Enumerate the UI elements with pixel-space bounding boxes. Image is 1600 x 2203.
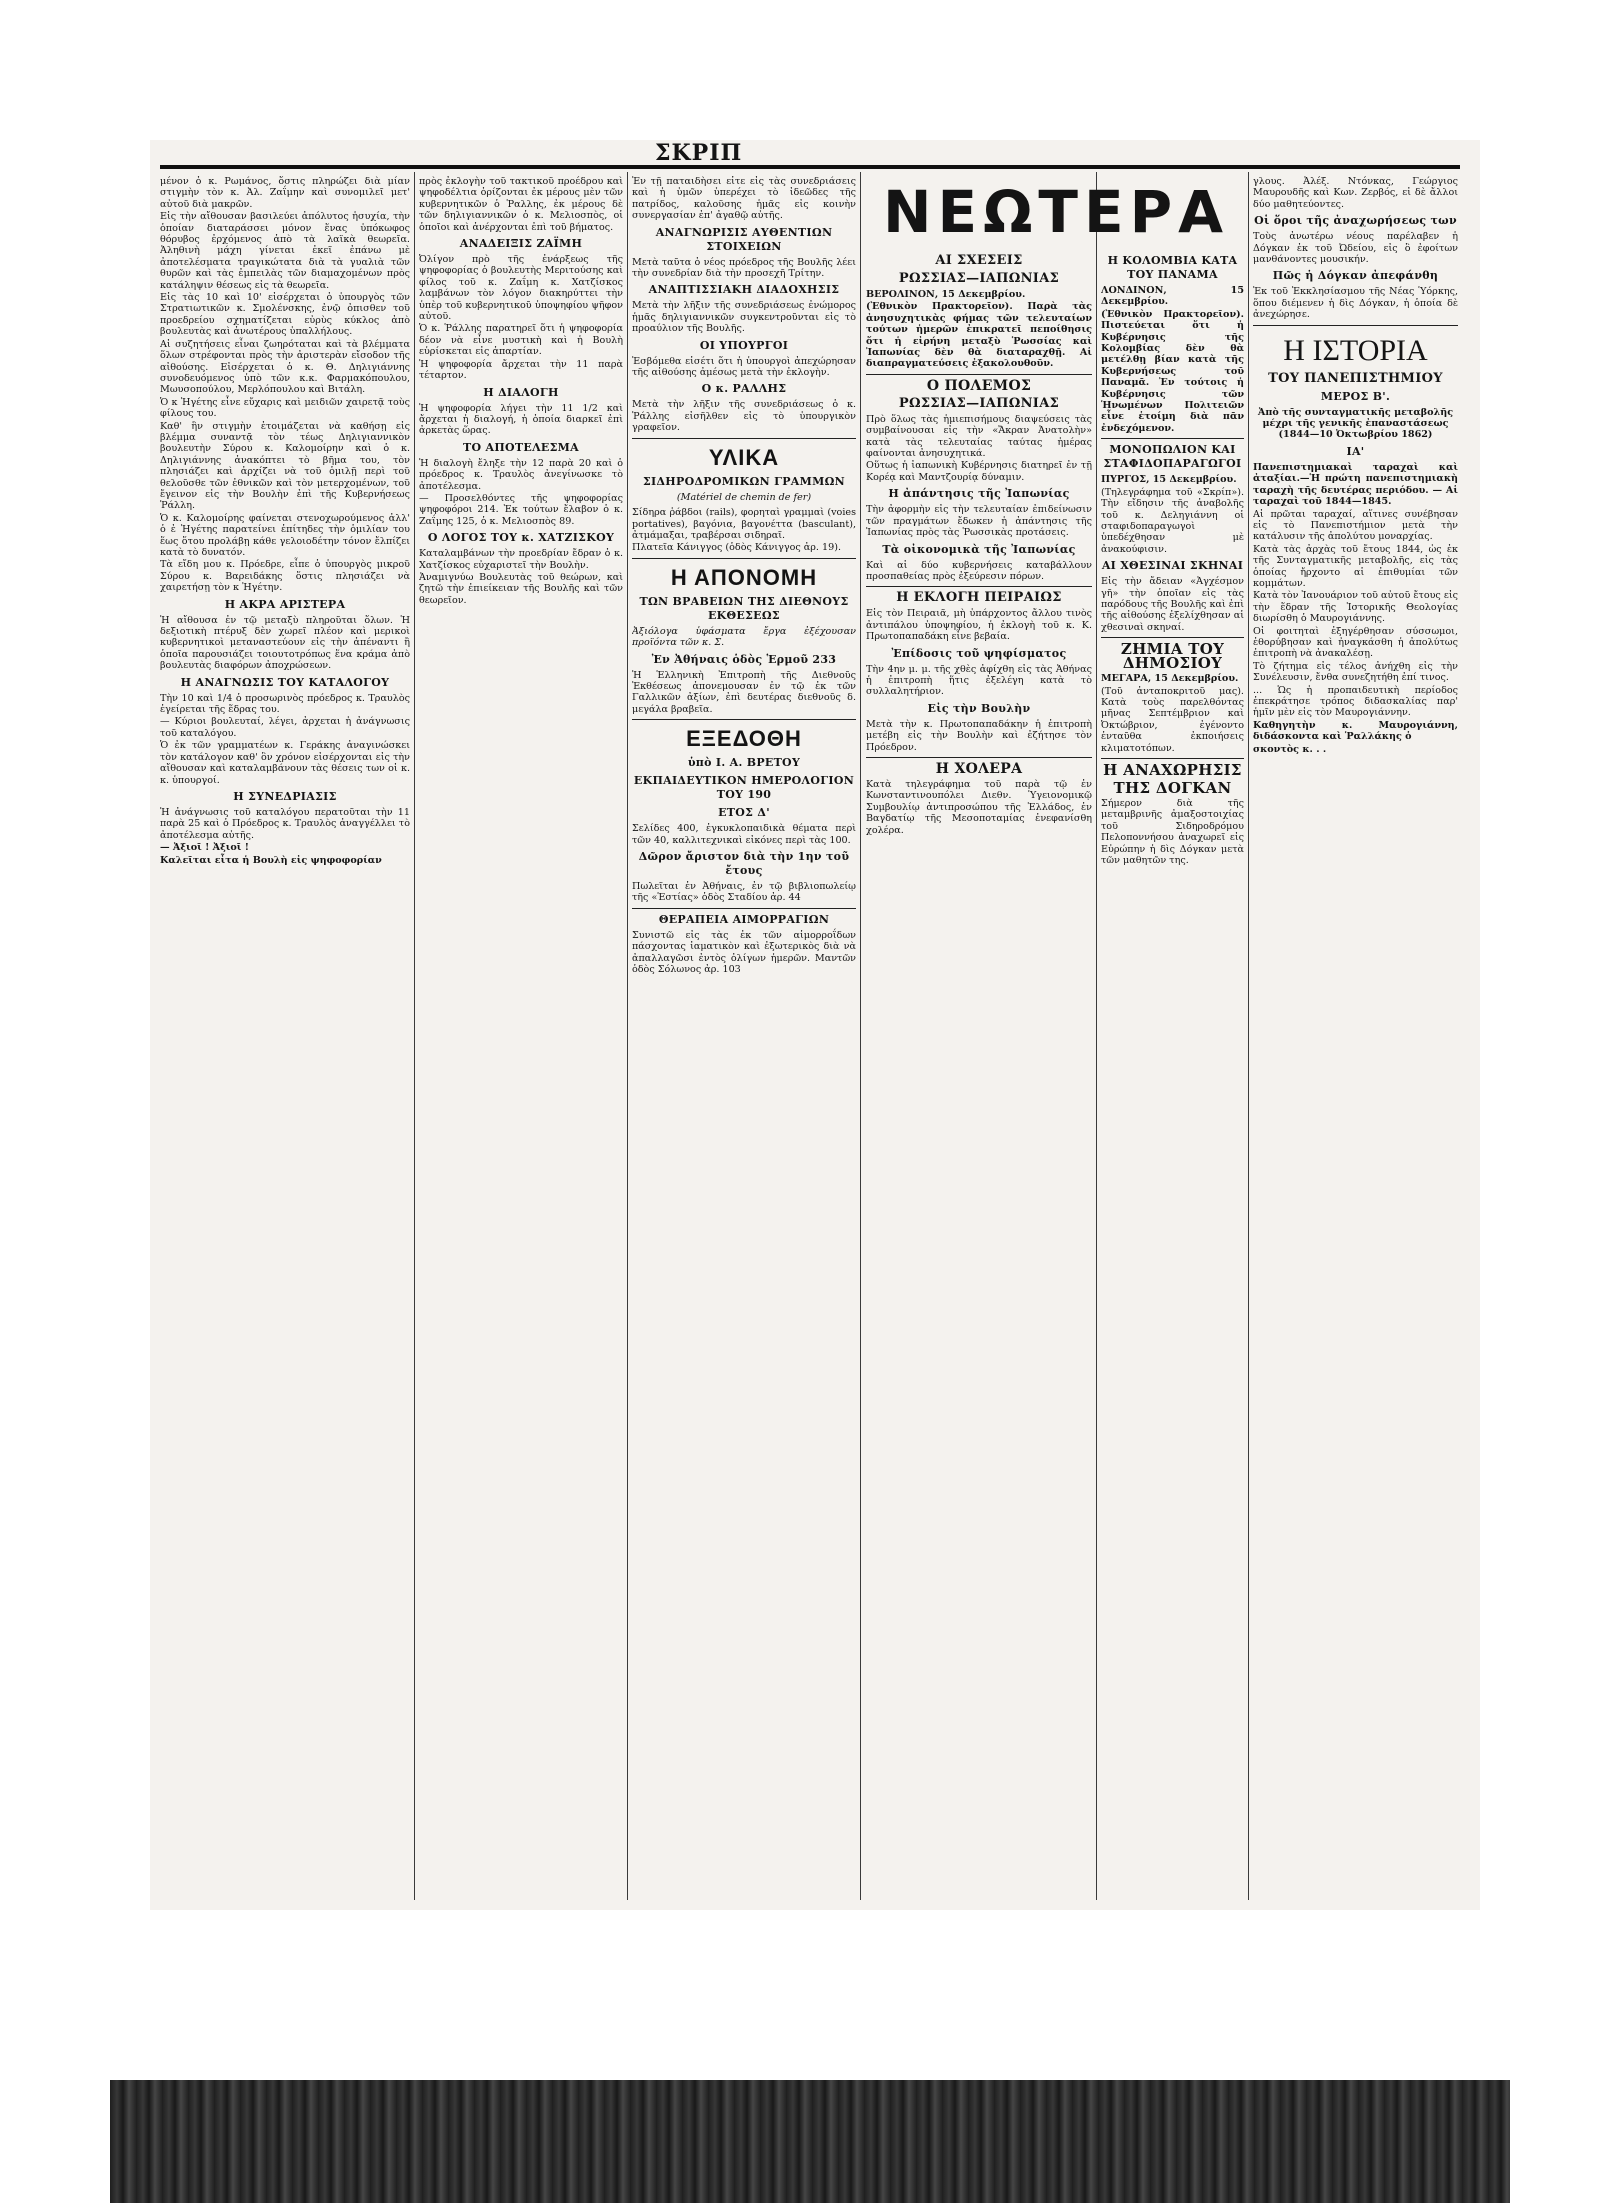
paragraph: Τὴν 10 καὶ 1/4 ὁ προσωρινὸς πρόεδρος κ. Τραυλὸς ἐγείρεται τῆς ἕδρας του. [160, 692, 410, 716]
divider [632, 438, 856, 439]
ad-subtitle: ΤΩΝ ΒΡΑΒΕΙΩΝ ΤΗΣ ΔΙΕΘΝΟΥΣ ΕΚΘΕΣΕΩΣ [639, 594, 849, 622]
paragraph: — Προσελθόντες τῆς ψηφοφορίας ψηφοφόροι 214. Ἐκ τούτων ἔλαβον ὁ κ. Ζαΐμης 125, ὁ κ. Μελιοσπὸς 89. [419, 492, 623, 527]
paragraph: Ἡ διαλογὴ ἔληξε τὴν 12 παρὰ 20 καὶ ὁ πρόεδρος κ. Τραυλὸς ἀνεγίνωσκε τὸ ἀποτέλεσμα. [419, 457, 623, 492]
section-heading: Οἱ ὅροι τῆς ἀναχωρήσεως των [1254, 214, 1457, 228]
paragraph: Ἡ αἴθουσα ἐν τῷ μεταξὺ πληροῦται ὅλων. Ἡ δεξιοτικὴ πτέρυξ δὲν χωρεῖ πλέον καὶ μερικοὶ κυβερνητικοὶ μεταναστεύουν εἰς τὴν ἀπέναντι ἢ ὁποῖα παρουσιάζει τοιουτοτρόπως ἕνα κράμα ἀπὸ βουλευτὰς διαφόρων ἀποχρώσεων. [160, 614, 410, 672]
paragraph: Μετὰ τὴν λῆξιν τῆς συνεδριάσεως ἐνώμορος ἡμᾶς δηλιγιαννικῶν συγκεντροῦνται εἰς τὸ προαύλιον τῆς Βουλῆς. [632, 300, 856, 335]
ad-title: Η ΑΠΟΝΟΜΗ [670, 564, 818, 590]
paragraph: Ἐκ τοῦ Ἐκκλησίασμου τῆς Νέας Ὑόρκης, ὅπου διέμενεν ἡ δὶς Δόγκαν, ἡ ὁποία δὲ ἀνεχώρησε. [1253, 286, 1458, 321]
section-heading: ΑΙ ΣΧΕΣΕΙΣ [935, 253, 1023, 268]
section-heading: Τὰ οἰκονομικὰ τῆς Ἰαπωνίας [882, 542, 1076, 556]
section-heading: ΑΝΑΠΤΙΣΣΙΑΚΗ ΔΙΑΔΟΧΗΣΙΣ [648, 283, 840, 297]
divider [1101, 438, 1244, 439]
ad-title: ΥΛΙΚΑ [708, 444, 780, 470]
ad-subtitle: ΣΙΔΗΡΟΔΡΟΜΙΚΩΝ ΓΡΑΜΜΩΝ [642, 474, 846, 488]
section-heading: ΟΙ ΥΠΟΥΡΓΟΙ [699, 338, 789, 352]
paragraph: Ἐν τῇ παταιδὴσει εἶτε εἰς τὰς συνεδριάσεις καὶ ἡ ὑμῶν ὑπερέχει τὸ ἰδεῶδες τῆς πατρίδος, καλοῦσης ἡμᾶς εἰς κοινὴν συνεργασίαν ἐπ' ἀγαθῷ αὐτῆς. [632, 176, 856, 222]
scan-edge-texture [110, 2080, 1510, 2203]
section-banner: ΝΕΩΤΕΡΑ [882, 178, 1230, 246]
paragraph: Ὁ κ Ἠγέτης εἶνε εὔχαρις καὶ μειδιῶν χαιρετᾷ τοὺς φίλους του. [160, 396, 410, 420]
section-heading: Ο κ. ΡΑΛΛΗΣ [701, 382, 787, 396]
paragraph: Μετὰ τὴν λῆξιν τῆς συνεδριάσεως ὁ κ. Ῥάλλης εἰσῆλθεν εἰς τὸ ὑπουργικὸν γραφεῖον. [632, 399, 856, 434]
paragraph: Πρὸ ὅλως τὰς ἡμιεπισήμους διαψεύσεις τὰς συμβαίνουσαι εἰς τὴν «Ἄκραν Ἀνατολὴν» κατὰ τὰς τελευταίας ταύτας ἡμέρας φαίνονται ἀνησυχητικά. [866, 413, 1092, 460]
paragraph: Ὁ κ. Καλομοίρης φαίνεται στενοχωρούμενος ἀλλ' ὁ ἐ Ἠγέτης παρατείνει ἐπίτηδες τὴν ὁμιλίαν του ἕως ὅτου προλάβῃ κάθε γελοιοδέτην τόνον ἔλπίζει κατὰ τὸ δυνατόν. [160, 512, 410, 558]
dateline: ΜΕΓΑΡΑ, 15 Δεκεμβρίου. [1101, 673, 1239, 685]
column-rule [860, 172, 861, 1900]
paragraph: Κατὰ τὰς ἀρχὰς τοῦ ἔτους 1844, ὡς ἐκ τῆς Συνταγματικῆς μεταβολῆς, εἰς τὰς ὁποίας ἤρχοντο αἱ ἐπιθυμίαι τῶν κομμάτων. [1253, 543, 1458, 589]
ad-subtitle: ὑπὸ Ι. Α. ΒΡΕΤΟΥ [687, 756, 801, 770]
paragraph: — Ἀξιοῖ ! Ἀξιοῖ ! [160, 842, 249, 854]
column-6 [1253, 176, 1458, 1900]
paragraph: Ἐσβόμεθα εἰσέτι ὅτι ἡ ὑπουργοὶ ἀπεχώρησαν τῆς αἰθούσης ἀμέσως μετὰ τὴν ἐκλογὴν. [632, 355, 856, 379]
paragraph: Τοὺς ἀνωτέρω νέους παρέλαβεν ἡ Δόγκαν ἐκ τοῦ Ὠδείου, εἰς ὃ ἐφοίτων μανθάνοντες μουσικήν. [1253, 231, 1458, 266]
paragraph: Τὰ εἴδη μου κ. Πρόεδρε, εἶπε ὁ ὑπουργὸς μικροῦ Σύρου κ. Βαρειδάκης ὅστις πλησιάζει νὰ χαιρετήσῃ τὸν κ Ἠγέτην. [160, 559, 410, 594]
divider [632, 558, 856, 559]
column-rule [414, 172, 415, 1900]
divider [866, 586, 1092, 587]
paragraph: Οἱ φοιτηταὶ ἐξηγέρθησαν σύσσωμοι, ἐθορύβησαν καὶ ἠναγκάσθη ἡ ἀπολύτως ἐπιτροπὴ νὰ ἀνακαλέσῃ. [1253, 625, 1458, 660]
section-heading: ΜΟΝΟΠΩΛΙΟΝ ΚΑΙ ΣΤΑΦΙΔΟΠΑΡΑΓΩΓΟΙ [1103, 443, 1242, 471]
ad-address: Ἐν Ἀθήναις ὁδὸς Ἑρμοῦ 233 [651, 652, 837, 666]
paragraph: Μετὰ ταῦτα ὁ νέος πρόεδρος τῆς Βουλῆς λέει τὴν συνεδρίαν διὰ τὴν προσεχῆ Τρίτην. [632, 256, 856, 280]
paragraph: Ἀναμιγνύω Βουλευτὰς τοῦ θεώρων, καὶ ζητῶ τὴν ἐπιείκειαν τῆς Βουλῆς καὶ τῶν θεωρεῖον. [419, 571, 623, 606]
column-5 [1101, 250, 1244, 1900]
paragraph: Τὸ ζήτημα εἰς τέλος ἀνήχθη εἰς τὴν Συνέλευσιν, ἔνθα συνεζητήθη ἐπί τινος. [1253, 660, 1458, 684]
divider [1101, 637, 1244, 638]
dateline: ΛΟΝΔΙΝΟΝ, 15 Δεκεμβρίου. [1101, 285, 1244, 308]
section-heading: Η ΑΝΑΧΩΡΗΣΙΣ [1103, 761, 1242, 779]
column-3 [632, 176, 856, 1900]
section-heading: Η ΚΟΛΟΜΒΙΑ ΚΑΤΑ ΤΟΥ ΠΑΝΑΜΑ [1107, 254, 1238, 281]
paragraph: Καθ' ἣν στιγμὴν ἑτοιμάζεται νὰ καθήσῃ εἰς βλέμμα συναντᾷ τὸν τέως Δηλιγιαννικὸν βουλευτὴν Σύρου κ. Καλομοίρην καὶ ὁ κ. Δηλιγιάννης ἀνακόπτει τὸ βῆμα του, τὸν πλησιάζει καὶ ἀρχίζει νὰ τοῦ ὁμιλῇ περὶ τοῦ θελοῦσθε τῶν ἐθνικῶν καὶ τὸν μετερχομένων, τοῦ ἔγεινον εἰς τὴν Βουλὴν ἐπὶ τῆς Κυβερνήσεως Ῥάλλη. [160, 420, 410, 512]
divider [1253, 325, 1458, 326]
paragraph: — Κύριοι βουλευταί, λέγει, ἀρχεται ἡ ἀνάγνωσις τοῦ καταλόγου. [160, 716, 410, 739]
column-rule [1096, 172, 1097, 1900]
feature-title: Η ΙΣΤΟΡΙΑ [1283, 333, 1428, 367]
paragraph: Καθηγητὴν κ. Μαυρογιάννη, διδάσκοντα καὶ Ῥαλλάκης ὁ [1253, 719, 1458, 743]
divider [866, 374, 1092, 375]
section-heading: Η ΕΚΛΟΓΗ ΠΕΙΡΑΙΩΣ [896, 590, 1062, 606]
paragraph: Ὀλίγον πρὸ τῆς ἐνάρξεως τῆς ψηφοφορίας ὁ βουλευτὴς Μεριτούσης καὶ φίλος τοῦ κ. Ζαΐμη κ. Χατζίσκος λαμβάνων τὸν λόγον διακηρύττει τὴν ὑπὲρ τοῦ κυβερνητικοῦ ὑποψηφίου ψῆφον αὐτοῦ. [419, 254, 623, 323]
paragraph: Εἰς τὴν ἄδειαν «Ἀγχέσμον γῆ» τὴν ὁποῖαν εἰς τὰς παρόδους τῆς Βουλῆς καὶ ἐπὶ τῆς αἰθούσης ἐξελίχθησαν αἱ χθεσιναὶ σκηναί. [1101, 576, 1244, 633]
paragraph: Ἡ ψηφοφορία ἄρχεται τὴν 11 παρὰ τέταρτον. [419, 358, 623, 382]
paragraph: Αἱ πρῶται ταραχαί, αἵτινες συνέβησαν εἰς τὸ Πανεπιστήμιον μετὰ τὴν κατάλυσιν τῆς ἀπολύτου μοναρχίας. [1253, 508, 1458, 543]
column-1 [160, 176, 410, 1900]
paragraph: Καταλαμβάνων τὴν προεδρίαν ἔδραν ὁ κ. Χατζίσκος εὐχαριστεῖ τὴν Βουλὴν. [419, 548, 623, 571]
column-4 [866, 250, 1092, 1900]
section-heading: Η ΣΥΝΕΔΡΙΑΣΙΣ [233, 789, 337, 803]
paragraph: Μετὰ τὴν κ. Πρωτοπαπαδάκην ἡ ἐπιτροπὴ μετέβη εἰς τὴν Βουλὴν καὶ ἐζήτησε τὸν Πρόεδρον. [866, 718, 1092, 753]
ad-note: (Matériel de chemin de fer) [676, 491, 812, 503]
paragraph: Καλεῖται εἶτα ἡ Βουλὴ εἰς ψηφοφορίαν [160, 854, 382, 866]
ad-subtitle: ΕΚΠΑΙΔΕΥΤΙΚΟΝ ΗΜΕΡΟΛΟΓΙΟΝ ΤΟΥ 190 [633, 774, 855, 802]
paragraph: Τὴν ἀφορμὴν εἰς τὴν τελευταίαν ἐπιδείνωσιν τῶν πραγμάτων ἔδωκεν ἡ ἀπάντησις τῆς Ἰαπωνίας πρὸς τὰς Ῥωσσικὰς προτάσεις. [866, 504, 1092, 539]
divider [1101, 758, 1244, 759]
column-rule [627, 172, 628, 1900]
section-heading: ΤΗΣ ΔΟΓΚΑΝ [1113, 779, 1232, 797]
paragraph: Ἡ ψηφοφορία λήγει τὴν 11 1/2 καὶ ἄρχεται ἡ διαλογή, ἡ ὁποία διαρκεῖ ἐπὶ ἀρκετὰς ὥρας. [419, 402, 623, 437]
column-rule [1248, 172, 1249, 1900]
paragraph: (Ἐθνικὸν Πρακτορεῖον). Πιστεύεται ὅτι ἡ Κυβέρνησις τῆς Κολομβίας δὲν θὰ μετέλθῃ βίαν κατὰ τῆς Κυβερνήσεως τοῦ Παναμᾶ. Ἐν τούτοις ἡ Κυβέρνησις τῶν Ἡνωμένων Πολιτειῶν εἶνε ἑτοίμη διὰ πᾶν ἐνδεχόμενον. [1101, 308, 1244, 434]
paragraph: Πανεπιστημιακαὶ ταραχαὶ καὶ ἀταξίαι.—Ἡ πρώτη πανεπιστημιακὴ ταραχὴ τῆς δευτέρας περιόδου. — Αἱ ταραχαὶ τοῦ 1844—1845. [1253, 461, 1458, 508]
section-heading: Η ΑΚΡΑ ΑΡΙΣΤΕΡΑ [224, 597, 346, 611]
feature-subtitle: ΤΟΥ ΠΑΝΕΠΙΣΤΗΜΙΟΥ [1268, 370, 1443, 386]
masthead-rule [160, 165, 1460, 169]
paragraph: Οὕτως ἡ ἰαπωνικὴ Κυβέρνησις διατηρεῖ ἐν τῇ Κορέᾳ καὶ Μαντζουρίᾳ δύναμιν. [866, 460, 1092, 483]
paragraph: Τὴν 4ην μ. μ. τῆς χθὲς ἀφίχθη εἰς τὰς Ἀθήνας ἡ ἐπιτροπὴ ἥτις ἐξελέγη κατὰ τὸ συλλαλητήριον. [866, 663, 1092, 698]
paragraph: Κατὰ τηλεγράφημα τοῦ παρὰ τῷ ἐν Κωνσταντινουπόλει Διεθν. Ὑγειονομικῷ Συμβουλίῳ ἀντιπροσώπου τῆς Ἑλλάδος, ἐν Βαγδατίῳ τῆς Μεσοποταμίας ἐνεφανίσθη χολέρα. [866, 778, 1092, 836]
paper-name: ΣΚΡΙΠ [655, 140, 743, 166]
section-heading: ΖΗΜΙΑ ΤΟΥ ΔΗΜΟΣΙΟΥ [1120, 640, 1225, 673]
paragraph: Ἡ Ἑλληνικὴ Ἐπιτροπὴ τῆς Διεθνοῦς Ἐκθέσεως ἀπονεμουσαν ἐν τῷ ἐκ τῶν Γαλλικῶν ἀξίων, ἐπὶ δευτέρας διεθνοῦς δ. μεγάλα βραβεῖα. [632, 669, 856, 715]
paragraph: Εἰς τὰς 10 καὶ 10' εἰσέρχεται ὁ ὑπουργὸς τῶν Στρατιωτικῶν κ. Σμολένσκης, ἐνῷ ὀπισθεν τοῦ προεδρείου σχηματίζεται εὐρὺς κύκλος ἀπὸ βουλευτὰς καὶ ἀνωτέρους ὑπαλλήλους. [160, 292, 410, 338]
section-heading: ΡΩΣΣΙΑΣ—ΙΑΠΩΝΙΑΣ [898, 271, 1060, 286]
paragraph: Σελίδες 400, ἐγκυκλοπαιδικὰ θέματα περὶ τῶν 40, καλλιτεχνικαὶ εἰκόνες περὶ τὰς 100. [632, 823, 856, 846]
dateline: ΒΕΡΟΛΙΝΟΝ, 15 Δεκεμβρίου. [866, 289, 1026, 300]
dateline: ΠΥΡΓΟΣ, 15 Δεκεμβρίου. [1101, 474, 1237, 486]
divider [632, 719, 856, 720]
paragraph: Καὶ αἱ δύο κυβερνήσεις καταβάλλουν προσπαθείας πρὸς ἐξεύρεσιν πόρων. [866, 559, 1092, 582]
section-heading: ΑΝΑΓΝΩΡΙΣΙΣ ΑΥΘΕΝΤΙΩΝ ΣΤΟΙΧΕΙΩΝ [655, 225, 833, 253]
section-heading: Η ΧΟΛΕΡΑ [935, 760, 1023, 777]
paragraph: Ὁ ἐκ τῶν γραμματέων κ. Γεράκης ἀναγινώσκει τὸν κατάλογον καθ' ὃν χρόνον εἰσέρχονται εἰς τὴν αἴθουσαν καὶ καταλαμβάνουν τὰς θέσεις των οἱ κ. κ. ὑπουργοί. [160, 740, 410, 786]
column-2 [419, 176, 623, 1900]
section-heading: Ο ΠΟΛΕΜΟΣ [926, 377, 1032, 394]
paragraph: Συνιστῶ εἰς τὰς ἐκ τῶν αἱμορροΐδων πάσχοντας ἰαματικὸν καὶ ἐξωτερικὸς διὰ νὰ ἀπαλλαγῶσι ἐντὸς ὀλίγων ἡμερῶν. Μαντῶν ὁδὸς Σόλωνος ἀρ. 103 [632, 929, 856, 975]
section-heading: Ο ΛΟΓΟΣ ΤΟΥ κ. ΧΑΤΖΙΣΚΟΥ [427, 531, 615, 545]
feature-part: ΜΕΡΟΣ Β'. [1320, 389, 1391, 403]
section-heading: ΤΟ ΑΠΟΤΕΛΕΣΜΑ [463, 440, 579, 454]
section-heading: ΑΝΑΔΕΙΞΙΣ ΖΑΪΜΗ [459, 237, 583, 251]
paragraph: Εἰς τὸν Πειραιᾶ, μὴ ὑπάρχοντος ἄλλου τινὸς ἀντιπάλου ὑποψηφίου, ἡ ἐκλογὴ τοῦ κ. Κ. Πρωτοπαπαδάκη εἶνε βεβαία. [866, 608, 1092, 643]
divider [866, 757, 1092, 758]
section-heading: ΑΙ ΧΘΕΣΙΝΑΙ ΣΚΗΝΑΙ [1101, 559, 1244, 573]
section-heading: Η ἀπάντησις τῆς Ἰαπωνίας [888, 487, 1070, 501]
section-heading: Πῶς ἡ Δόγκαν ἀπεφάνθη [1272, 269, 1439, 283]
ad-year: ΕΤΟΣ Δ' [718, 806, 770, 820]
paragraph: Εἰς τὴν αἴθουσαν βασιλεύει ἀπόλυτος ἡσυχία, τὴν ὁποίαν διαταράσσει μόνον ἕνας ὑπόκωφος θόρυβος ἐρχόμενος ἀπὸ τὰ λαϊκὰ θεωρεῖα. Ἀληθινὴ μάχη γίνεται ἐκεῖ ἐπάνω μὲ ἀποτελέσματα τραγικώτατα διὰ τὰ γυαλιὰ τῶν θυρῶν καὶ τὰς ἐμπειλὰς τῶν διαμαχομένων πρὸς κατάληψιν θέσεως εἰς τὰ θεωρεῖα. [160, 211, 410, 291]
paragraph: Πωλεῖται ἐν Ἀθήναις, ἐν τῷ βιβλιοπωλείῳ τῆς «Ἑστίας» ὁδὸς Σταδίου ἀρ. 44 [632, 880, 856, 904]
paragraph: Ἡ ἀνάγνωσις τοῦ καταλόγου περατοῦται τὴν 11 παρὰ 25 καὶ ὁ Πρόεδρος κ. Τραυλὸς ἀναγγέλλει τὸ ἀποτέλεσμα αὐτῆς. [160, 806, 410, 841]
paragraph: Ὁ κ. Ῥάλλης παρατηρεῖ ὅτι ἡ ψηφοφορία δέον νὰ εἶνε μυστικὴ καὶ ἡ Βουλὴ εὑρίσκεται εἰς ἀπαρτίαν. [419, 323, 623, 358]
ad-title: ΕΞΕΔΟΘΗ [686, 726, 802, 752]
chapter-number: ΙΑ' [1346, 444, 1365, 458]
section-heading: ΡΩΣΣΙΑΣ—ΙΑΠΩΝΙΑΣ [898, 395, 1060, 411]
paragraph: γλους. Ἀλέξ. Ντόνκας, Γεώργιος Μαυρουδῆς καὶ Κων. Ζερβός, εἰ δὲ ἄλλοι δύο μαθητεύοντες. [1253, 176, 1458, 210]
paragraph: Πλατεῖα Κάνιγγος (ὁδὸς Κάνιγγος ἀρ. 19). [632, 542, 842, 554]
paragraph: Σίδηρα ῥάβδοι (rails), φορηταὶ γραμμαὶ (voies portatives), βαγόνια, βαγονέττα (basculant), ἀτμάμαξαι, τραβέρσαι σιδηραῖ. [632, 507, 856, 541]
paragraph: (Ἐθνικὸν Πρακτορεῖον). Παρὰ τὰς ἀνησυχητικὰς φήμας τῶν τελευταίων τούτων ἡμερῶν ἐπικρατεῖ πεποίθησις ὅτι ἡ εἰρήνη μεταξὺ Ῥωσσίας καὶ Ἰαπωνίας δὲν θὰ διαταραχθῇ. Αἱ διαπραγματεύσεις ἐξακολουθοῦν. [866, 301, 1092, 370]
paragraph: Ἀξιόλογα ὑφάσματα ἔργα ἐξέχουσαν προϊόντα τῶν κ. Σ. [632, 625, 856, 649]
section-heading: Η ΑΝΑΓΝΩΣΙΣ ΤΟΥ ΚΑΤΑΛΟΓΟΥ [180, 675, 390, 689]
paragraph: Αἱ συζητήσεις εἶναι ζωηρόταται καὶ τὰ βλέμματα ὅλων στρέφονται πρὸς τὴν ἀριστερὰν εἴσοδον τῆς αἰθούσης. Εἰσέρχεται ὁ κ. Θ. Δηλιγιάννης συνοδευόμενος ὑπὸ τῶν κ.κ. Φαρμακόπουλου, Μωυσοπούλου, Μερλόπουλου καὶ Βιτάλη. [160, 338, 410, 396]
section-heading: Εἰς τὴν Βουλὴν [927, 701, 1031, 715]
paragraph: (Τηλεγράφημα τοῦ «Σκρίπ»). Τὴν εἴδησιν τῆς ἀναβολῆς τοῦ κ. Δεληγιάννη οἱ σταφιδοπαραγωγοὶ ὑπεδέχθησαν μὲ ἀνακούφισιν. [1101, 486, 1244, 555]
paragraph: μένον ὁ κ. Ρωμάνος, ὅστις πληρώζει διὰ μίαν στιγμὴν τὸν κ. Ἀλ. Ζαΐμην καὶ συνομιλεῖ μετ' αὐτοῦ διὰ μακρῶν. [160, 176, 410, 210]
paragraph: (Τοῦ ἀνταποκριτοῦ μας). Κατὰ τοὺς παρελθόντας μῆνας Σεπτέμβριον καὶ Ὀκτώβριον, ἐγένοντο ἐνταῦθα ἐκποιήσεις κλιματοτόπων. [1101, 685, 1244, 754]
ad-highlight: Δῶρον ἄριστον διὰ τὴν 1ην τοῦ ἔτους [638, 849, 850, 877]
paragraph: Σήμερον διὰ τῆς μεταμβρινῆς ἀμαξοστοιχίας τοῦ Σιδηροδρόμου Πελοποννήσου ἀναχωρεῖ εἰς Εὐρώπην ἡ δὶς Δόγκαν μετὰ τῶν μαθητῶν της. [1101, 798, 1244, 867]
paragraph: πρὸς ἐκλογὴν τοῦ τακτικοῦ προέδρου καὶ ψηφοδέλτια ὁρίζονται ἐκ μέρους μὲν τῶν κυβερνητικῶν ὁ Ῥαλλης, ἐκ μέρους δὲ τῶν δηλιγιαννικῶν ὁ κ. Μελιοσπὸς, οἱ ὁποῖοι καὶ ἀνέρχονται ἐπὶ τοῦ βήματος. [419, 176, 623, 233]
section-heading: Ἐπίδοσις τοῦ ψηφίσματος [891, 646, 1067, 660]
paragraph: σκοντὸς κ. . . [1253, 743, 1327, 755]
section-heading: Η ΔΙΑΛΟΓΗ [483, 385, 559, 399]
paragraph: Ἀπὸ τῆς συνταγματικῆς μεταβολῆς μέχρι τῆς γενικῆς ἐπαναστάσεως (1844—10 Ὀκτωβρίου 1862) [1257, 406, 1454, 441]
divider [632, 908, 856, 909]
paragraph: ... Ὡς ἡ προπαιδευτικὴ περίοδος ἐπεκράτησε τρόπος διδασκαλίας παρ' ἡμῖν μὲν εἰς τὸν Μαυρογιάννην. [1253, 684, 1458, 719]
ad-title: ΘΕΡΑΠΕΙΑ ΑΙΜΟΡΡΑΓΙΩΝ [658, 912, 830, 926]
paragraph: Κατὰ τὸν Ἰανουάριον τοῦ αὐτοῦ ἔτους εἰς τὴν ἕδραν τῆς Ἱστορικῆς Θεολογίας διωρίσθη ὁ Μαυρογιάννης. [1253, 590, 1458, 625]
